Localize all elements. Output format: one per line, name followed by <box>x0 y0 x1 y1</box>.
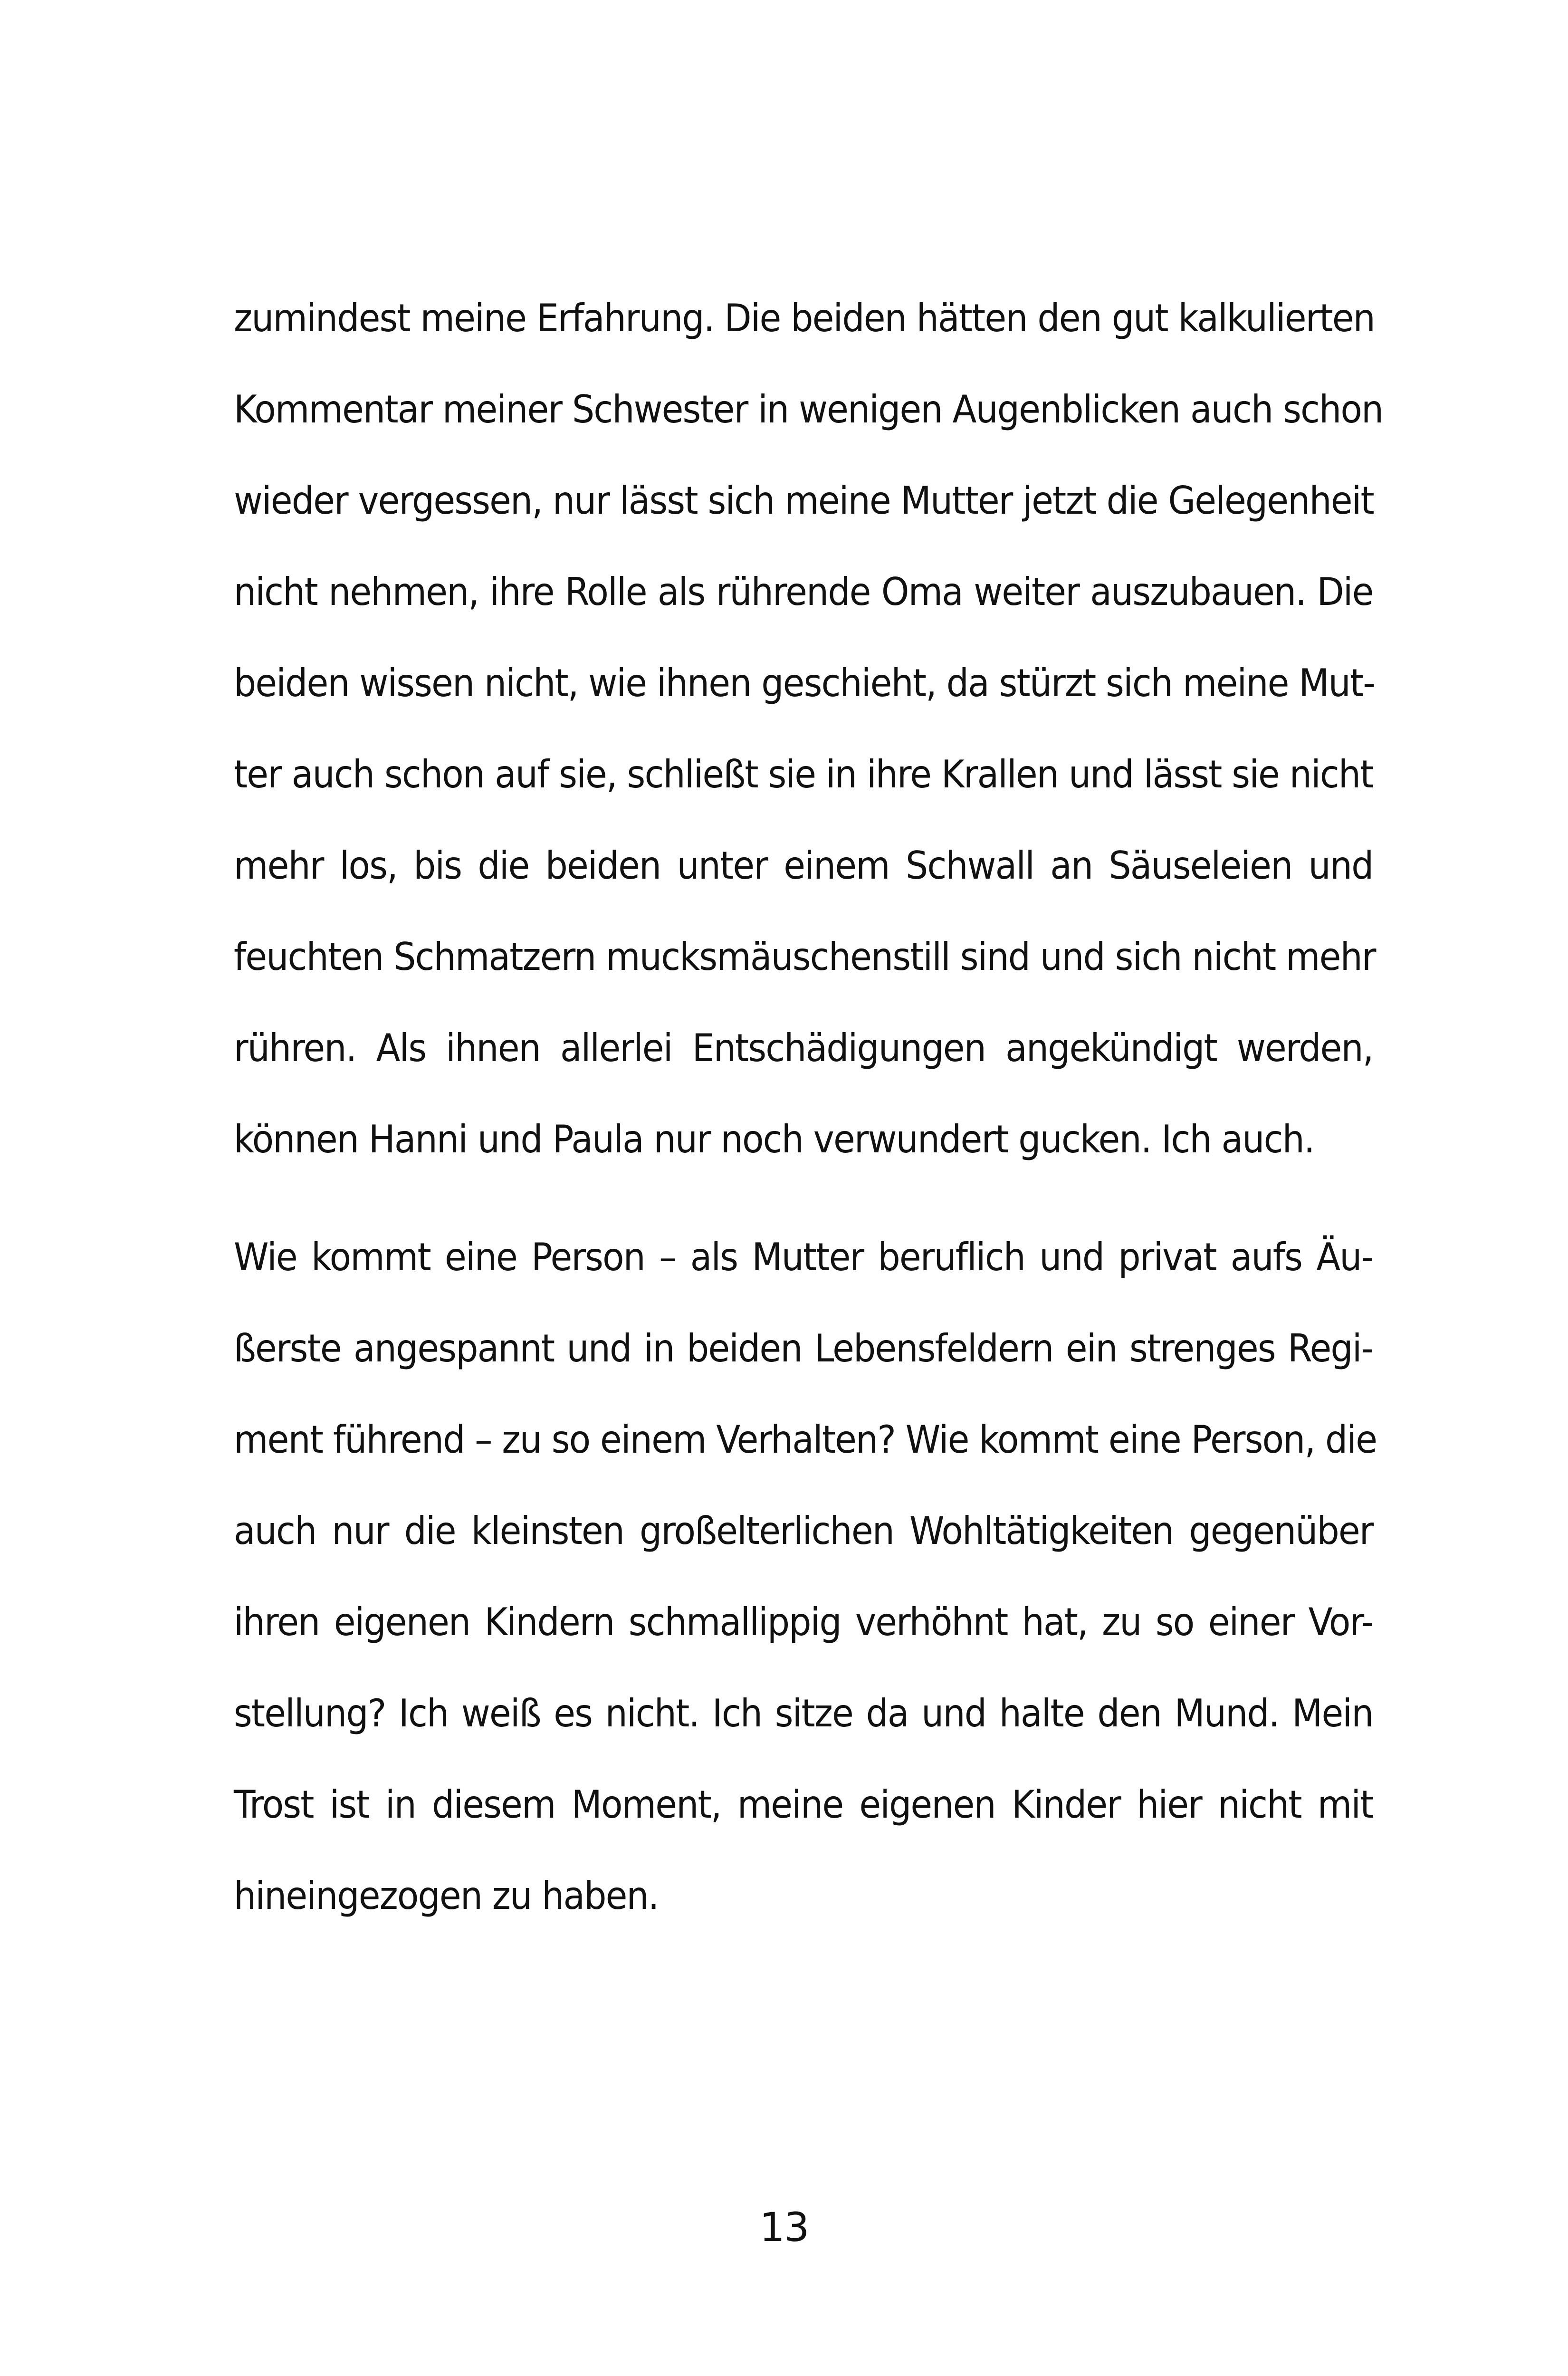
text-line: können Hanni und Paula nur noch verwundert gucken. Ich auch. <box>234 1117 1314 1161</box>
text-line: ßerste angespannt und in beiden Lebensfeldern ein strenges Regi- <box>234 1326 1373 1370</box>
text-line: stellung? Ich weiß es nicht. Ich sitze da und halte den Mund. Mein <box>234 1691 1373 1735</box>
text-line: ter auch schon auf sie, schließt sie in ihre Krallen und lässt sie nicht <box>234 752 1373 796</box>
text-line: ihren eigenen Kindern schmallippig verhöhnt hat, zu so einer Vor- <box>234 1600 1373 1644</box>
text-line: Wie kommt eine Person – als Mutter beruflich und privat aufs Äu- <box>234 1235 1373 1279</box>
text-line: hineingezogen zu haben. <box>234 1874 659 1918</box>
text-line: feuchten Schmatzern mucksmäuschenstill sind und sich nicht mehr <box>234 935 1376 979</box>
paragraph-2 <box>234 1212 1377 1942</box>
text-line: mehr los, bis die beiden unter einem Schwall an Säuseleien und <box>234 843 1373 888</box>
text-line: nicht nehmen, ihre Rolle als rührende Oma weiter auszubauen. Die <box>234 570 1373 614</box>
text-line: Kommentar meiner Schwester in wenigen Augenblicken auch schon <box>234 387 1383 431</box>
text-line: beiden wissen nicht, wie ihnen geschieht, da stürzt sich meine Mut- <box>234 661 1375 705</box>
text-line: auch nur die kleinsten großelterlichen Wohltätigkeiten gegenüber <box>234 1509 1373 1553</box>
text-line: ment führend – zu so einem Verhalten? Wie kommt eine Person, die <box>234 1418 1377 1462</box>
text-line: wieder vergessen, nur lässt sich meine Mutter jetzt die Gelegenheit <box>234 479 1374 523</box>
text-line: rühren. Als ihnen allerlei Entschädigungen angekündigt werden, <box>234 1026 1373 1070</box>
text-line: zumindest meine Erfahrung. Die beiden hätten den gut kalkulierten <box>234 296 1375 340</box>
paragraph-1 <box>234 273 1383 1185</box>
text-line: Trost ist in diesem Moment, meine eigenen Kinder hier nicht mit <box>234 1782 1373 1827</box>
page-number: 13 <box>759 2204 809 2251</box>
